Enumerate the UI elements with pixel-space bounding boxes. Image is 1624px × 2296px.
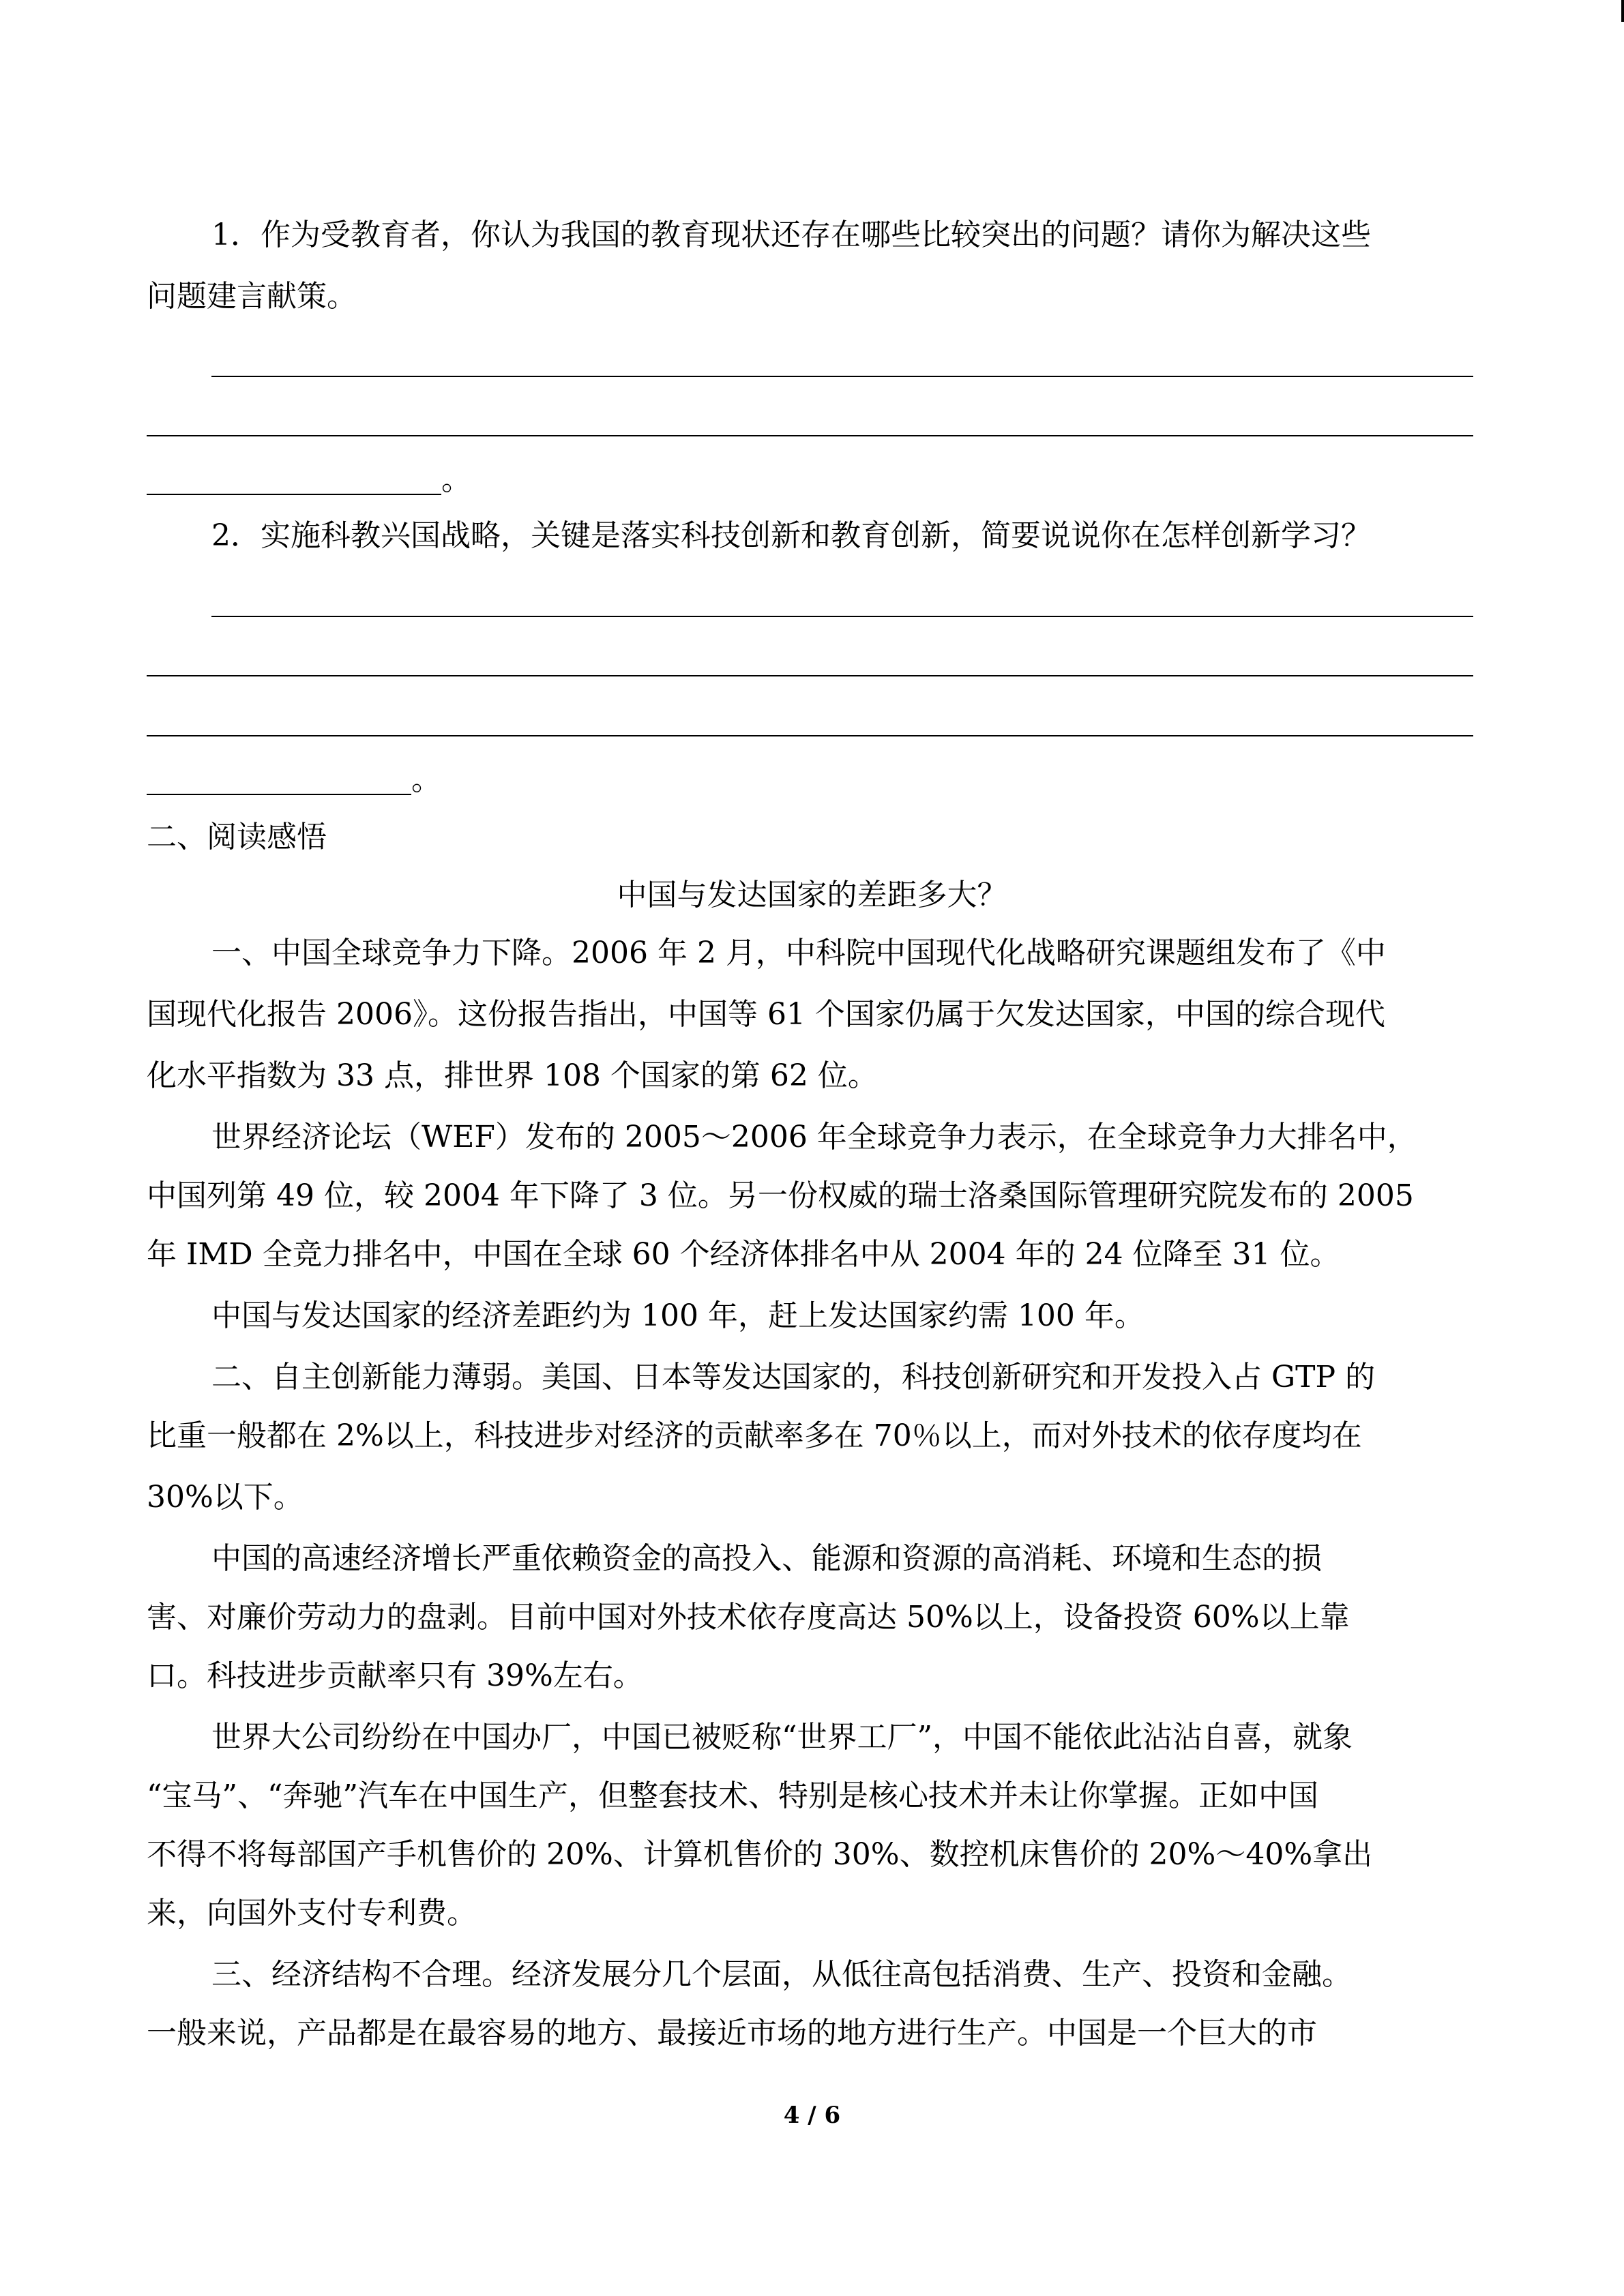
question-1-line-2: 问题建言献策。 (147, 279, 357, 314)
answer-line-1a[interactable] (211, 376, 1473, 377)
article-line: 世界大公司纷纷在中国办厂，中国已被贬称“世界工厂”，中国不能依此沾沾自喜，就象 (211, 1720, 1353, 1755)
article-line: “宝马”、“奔驰”汽车在中国生产，但整套技术、特别是核心技术并未让你掌握。正如中国 (147, 1778, 1318, 1813)
section-heading: 二、阅读感悟 (147, 820, 327, 854)
article-line: 中国列第 49 位，较 2004 年下降了 3 位。另一份权威的瑞士洛桑国际管理研究院发布的 2005 (147, 1178, 1414, 1213)
page-number: 4 / 6 (783, 2102, 841, 2129)
answer-line-2c[interactable] (147, 735, 1473, 736)
article-line: 30%以下。 (147, 1480, 304, 1515)
article-line: 化水平指数为 33 点，排世界 108 个国家的第 62 位。 (147, 1058, 878, 1093)
article-line: 口。科技进步贡献率只有 39%左右。 (147, 1658, 643, 1693)
answer-line-1c[interactable] (147, 464, 441, 495)
article-line: 一、中国全球竞争力下降。2006 年 2 月，中科院中国现代化战略研究课题组发布了《中 (211, 936, 1386, 970)
page-corner-mark (1621, 0, 1624, 22)
article-line: 一般来说，产品都是在最容易的地方、最接近市场的地方进行生产。中国是一个巨大的市 (147, 2016, 1317, 2051)
article-line: 不得不将每部国产手机售价的 20%、计算机售价的 30%、数控机床售价的 20%～40%拿出 (147, 1837, 1373, 1872)
article-line: 国现代化报告 2006》。这份报告指出，中国等 61 个国家仍属于欠发达国家，中国的综合现代 (147, 997, 1385, 1032)
article-line: 年 IMD 全竞力排名中，中国在全球 60 个经济体排名中从 2004 年的 24 位降至 31 位。 (147, 1237, 1340, 1272)
article-title: 中国与发达国家的差距多大？ (617, 878, 1007, 912)
article-line: 世界经济论坛（WEF）发布的 2005～2006 年全球竞争力表示，在全球竞争力大排名中， (211, 1120, 1417, 1154)
question-2-line-1: 2．实施科教兴国战略，关键是落实科技创新和教育创新，简要说说你在怎样创新学习？ (211, 518, 1371, 553)
article-line: 比重一般都在 2%以上，科技进步对经济的贡献率多在 70％以上，而对外技术的依存度均在 (147, 1418, 1362, 1453)
article-line: 中国的高速经济增长严重依赖资金的高投入、能源和资源的高消耗、环境和生态的损 (211, 1541, 1322, 1576)
article-line: 中国与发达国家的经济差距约为 100 年，赶上发达国家约需 100 年。 (211, 1298, 1145, 1333)
article-line: 害、对廉价劳动力的盘剥。目前中国对外技术依存度高达 50%以上，设备投资 60%以上靠 (147, 1600, 1350, 1635)
answer-line-2b[interactable] (147, 675, 1473, 676)
answer-line-1b[interactable] (147, 435, 1473, 436)
article-line: 二、自主创新能力薄弱。美国、日本等发达国家的，科技创新研究和开发投入占 GTP 的 (211, 1360, 1376, 1395)
answer-line-2a[interactable] (211, 616, 1473, 617)
question-1-line-1: 1．作为受教育者，你认为我国的教育现状还存在哪些比较突出的问题？请你为解决这些 (211, 218, 1371, 252)
answer-end-row-2 (147, 760, 441, 801)
article-line: 三、经济结构不合理。经济发展分几个层面，从低往高包括消费、生产、投资和金融。 (211, 1957, 1352, 1992)
article-line: 来，向国外支付专利费。 (147, 1896, 477, 1930)
answer-end-mark-1: 。 (441, 462, 471, 497)
answer-end-mark-2: 。 (411, 762, 441, 797)
answer-line-2d[interactable] (147, 764, 411, 795)
answer-end-row-1 (147, 460, 471, 501)
